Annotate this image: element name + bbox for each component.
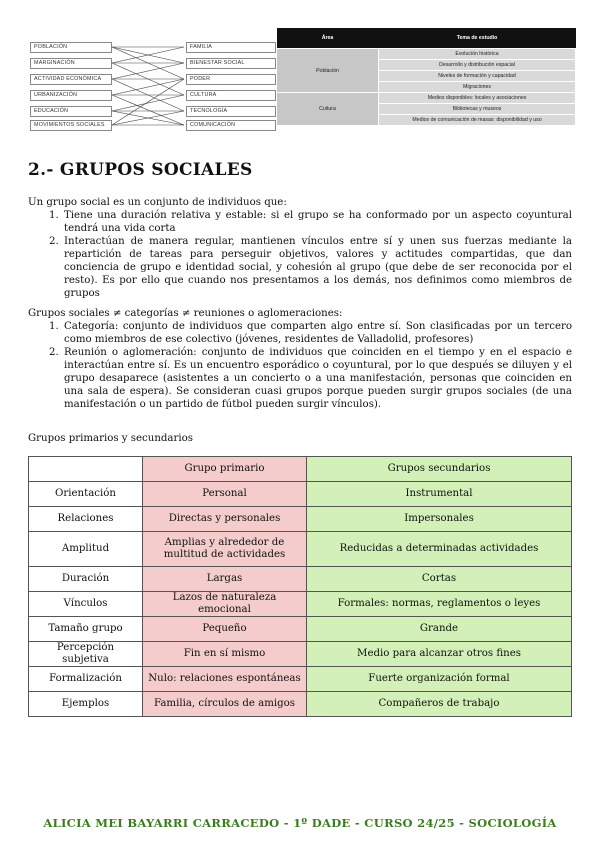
topics-area: Cultura xyxy=(277,93,379,126)
diagram-node-right: BIENESTAR SOCIAL xyxy=(186,58,276,69)
table-cell: Vínculos xyxy=(29,592,143,617)
table-cell: Duración xyxy=(29,567,143,592)
section-title: 2.- GRUPOS SOCIALES xyxy=(28,160,253,180)
table-cell: Tamaño grupo xyxy=(29,617,143,642)
list-item: 2. Interactúan de manera regular, mantienen vínculos entre sí y unen sus fuerzas mediante la repartición de tareas para perseguir objetivos, valores y actitudes compartidas, que dan conciencia de grupo e identidad social, y cohesión al grupo (que debe de ser reconocida por el resto). Es por ello que cuando nos presentamos a los demás, nos definimos como miembros de grupos xyxy=(62,235,572,300)
diagram-node-right: PODER xyxy=(186,74,276,85)
list-item: 2. Reunión o aglomeración: conjunto de individuos que coinciden en el tiempo y en el espacio e interactúan entre sí. Es un encuentro esporádico o coyuntural, por lo que después se diluyen y el grupo desaparece (asistentes a un concierto o a una manifestación, personas que coinciden en una sala de espera). Se consideran cuasi grupos porque pueden surgir grupos sociales (de una manifestación o un partido de fútbol pueden surgir vínculos). xyxy=(62,346,572,411)
table-cell: Medio para alcanzar otros fines xyxy=(307,642,572,667)
topics-item: Niveles de formación y capacidad xyxy=(379,71,576,82)
diagram-node-left: MOVIMIENTOS SOCIALES xyxy=(30,120,112,131)
table-cell: Lazos de naturaleza emocional xyxy=(143,592,307,617)
table-row xyxy=(29,482,572,507)
table-cell: Ejemplos xyxy=(29,692,143,717)
definition-block xyxy=(28,196,572,300)
distinction-list xyxy=(28,320,572,411)
intro-text: Un grupo social es un conjunto de individuos que: xyxy=(28,197,287,208)
intro-text-2: Grupos sociales ≠ categorías ≠ reuniones o aglomeraciones: xyxy=(28,308,343,319)
diagram-node-left: MARGINACIÓN xyxy=(30,58,112,69)
table-cell: Pequeño xyxy=(143,617,307,642)
table-cell: Amplias y alrededor de multitud de actividades xyxy=(143,532,307,567)
list-item: 1. Categoría: conjunto de individuos que comparten algo entre sí. Son clasificadas por un tercero como miembros de ese colectivo (jóvenes, residentes de Valladolid, profesores) xyxy=(62,320,572,346)
diagram-node-right: CULTURA xyxy=(186,90,276,101)
diagram-node-right: FAMILIA xyxy=(186,42,276,53)
table-caption: Grupos primarios y secundarios xyxy=(28,433,193,444)
table-cell: Fin en sí mismo xyxy=(143,642,307,667)
relations-diagram xyxy=(28,40,276,132)
table-header xyxy=(29,457,143,482)
topics-item: Bibliotecas y museos xyxy=(379,104,576,115)
diagram-node-right: TECNOLOGÍA xyxy=(186,106,276,117)
topics-item: Medios disponibles: locales y asociaciones xyxy=(379,93,576,104)
table-row xyxy=(29,692,572,717)
table-row xyxy=(29,532,572,567)
table-cell: Formales: normas, reglamentos o leyes xyxy=(307,592,572,617)
table-header: Grupos secundarios xyxy=(307,457,572,482)
characteristics-list xyxy=(28,209,572,300)
topics-area: Población xyxy=(277,49,379,93)
diagram-node-left: EDUCACIÓN xyxy=(30,106,112,117)
distinction-block xyxy=(28,307,572,411)
topics-header-area: Área xyxy=(277,28,379,49)
diagram-node-right: COMUNICACIÓN xyxy=(186,120,276,131)
table-cell: Orientación xyxy=(29,482,143,507)
table-cell: Relaciones xyxy=(29,507,143,532)
table-row xyxy=(29,567,572,592)
table-cell: Percepción subjetiva xyxy=(29,642,143,667)
table-cell: Formalización xyxy=(29,667,143,692)
table-cell: Nulo: relaciones espontáneas xyxy=(143,667,307,692)
table-row xyxy=(29,592,572,617)
diagram-arrows xyxy=(28,40,276,132)
diagram-node-left: POBLACIÓN xyxy=(30,42,112,53)
topics-item: Evolución histórica xyxy=(379,49,576,60)
diagram-node-left: ACTIVIDAD ECONÓMICA xyxy=(30,74,112,85)
list-item: 1. Tiene una duración relativa y estable: si el grupo se ha conformado por un aspecto coyuntural tendrá una vida corta xyxy=(62,209,572,235)
topics-item: Migraciones xyxy=(379,82,576,93)
table-row xyxy=(29,667,572,692)
table-cell: Personal xyxy=(143,482,307,507)
groups-table xyxy=(28,456,572,717)
topics-table xyxy=(276,28,576,126)
table-cell: Directas y personales xyxy=(143,507,307,532)
page-footer: ALICIA MEI BAYARRI CARRACEDO - 1º DADE - CURSO 24/25 - SOCIOLOGÍA xyxy=(43,816,557,830)
table-row xyxy=(29,617,572,642)
table-cell: Compañeros de trabajo xyxy=(307,692,572,717)
topics-header-topic: Tema de estudio xyxy=(379,28,576,49)
table-cell: Largas xyxy=(143,567,307,592)
table-cell: Impersonales xyxy=(307,507,572,532)
table-cell: Instrumental xyxy=(307,482,572,507)
table-cell: Fuerte organización formal xyxy=(307,667,572,692)
diagram-node-left: URBANIZACIÓN xyxy=(30,90,112,101)
table-cell: Familia, círculos de amigos xyxy=(143,692,307,717)
table-cell: Reducidas a determinadas actividades xyxy=(307,532,572,567)
table-cell: Amplitud xyxy=(29,532,143,567)
table-cell: Grande xyxy=(307,617,572,642)
table-header: Grupo primario xyxy=(143,457,307,482)
topics-item: Desarrollo y distribución espacial xyxy=(379,60,576,71)
table-cell: Cortas xyxy=(307,567,572,592)
topics-item: Medios de comunicación de masas: disponibilidad y uso xyxy=(379,115,576,126)
table-row xyxy=(29,642,572,667)
table-row xyxy=(29,507,572,532)
